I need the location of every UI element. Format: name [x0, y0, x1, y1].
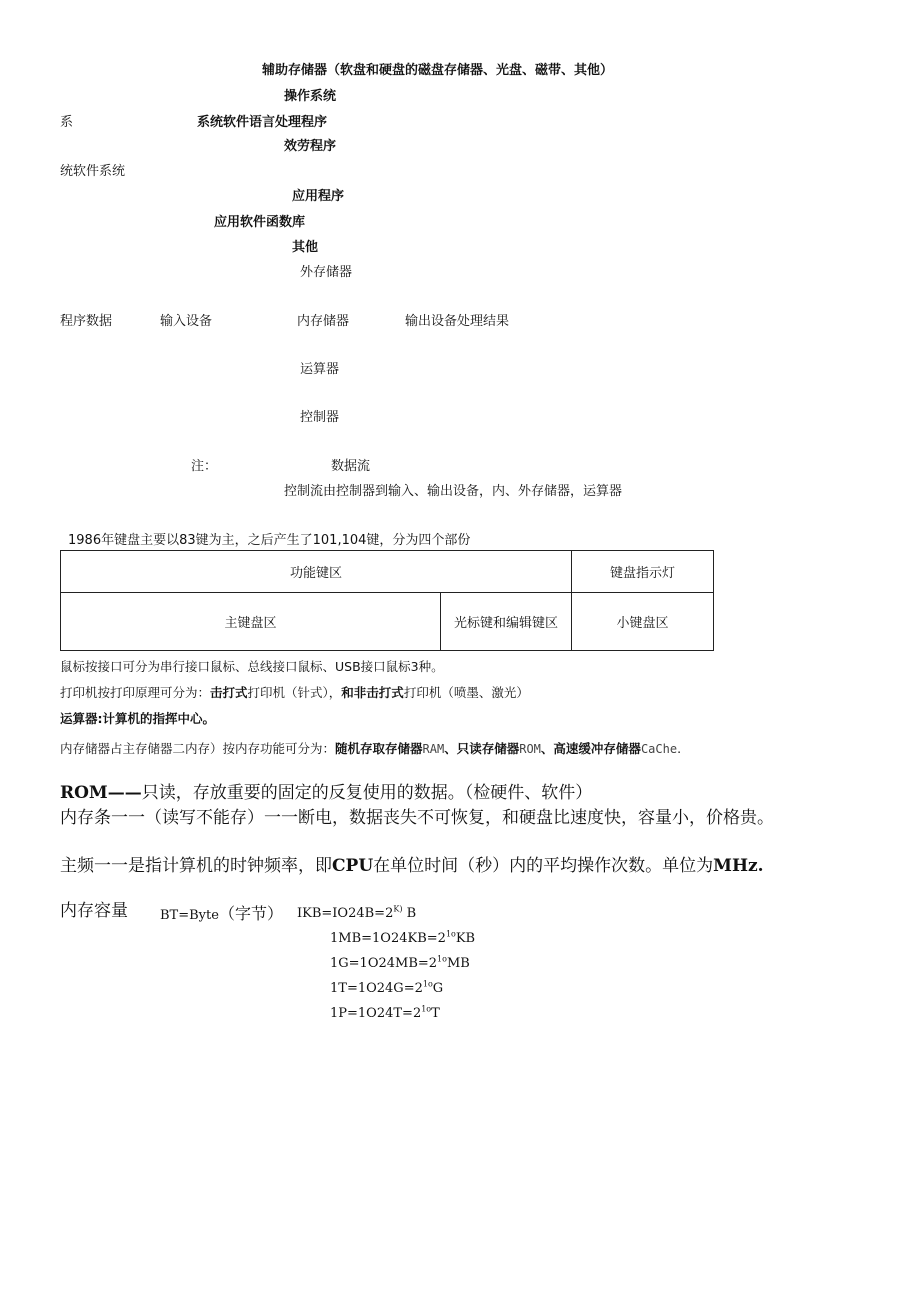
- mem-text-c: RAM: [422, 742, 445, 756]
- mb-sup: 1o: [445, 929, 456, 939]
- rom-line: [60, 783, 592, 803]
- t-unit: G: [432, 981, 444, 996]
- app-software-lib-label: 应用软件函数库: [214, 215, 306, 230]
- capacity-label: 内存容量: [60, 901, 128, 921]
- aux-storage-line: 辅助存储器（软盘和硬盘的磁盘存储器、光盘、磁带、其他）: [262, 63, 614, 78]
- ram-line: 内存条一一（读写不能存）一一断电，数据丧失不可恢复，和硬盘比速度快，容量小，价格贵。: [60, 808, 774, 828]
- printer-text-b: 击打式: [210, 685, 248, 700]
- mouse-note: 鼠标按接口可分为串行接口鼠标、总线接口鼠标、USB接口鼠标3种。: [60, 659, 444, 674]
- rom-label: ROM——: [60, 783, 142, 803]
- indicator-label: 键盘指示灯: [609, 566, 675, 581]
- p-text: 1P=1O24T=2: [330, 1006, 422, 1021]
- byte-def: [160, 904, 283, 924]
- mem-text-h: .: [677, 741, 682, 756]
- data-flow-label: 数据流: [331, 459, 371, 474]
- small-keyboard-label: 小键盘区: [616, 616, 669, 631]
- mb-text: 1MB=1O24KB=2: [330, 931, 446, 946]
- program-data-label: 程序数据: [60, 314, 113, 329]
- p-unit: T: [431, 1006, 440, 1021]
- g-def: [330, 956, 470, 972]
- mem-text-f: 、高速缓冲存储器: [540, 741, 641, 756]
- printer-text-c: 打印机（针式），: [247, 685, 342, 700]
- mb-unit: KB: [455, 931, 476, 946]
- t-sup: 1o: [422, 979, 433, 989]
- output-result-label: 输出设备处理结果: [405, 314, 510, 329]
- other-label: 其他: [292, 240, 319, 255]
- printer-text-e: 打印机（喷墨、激光）: [403, 685, 529, 700]
- mem-storage-label: 内存储器: [297, 314, 350, 329]
- service-program-label: 效劳程序: [284, 139, 337, 154]
- byte-def-a: BT=Byte: [160, 908, 219, 923]
- mem-text-g: CaChe: [640, 742, 678, 756]
- small-keyboard-cell: [571, 592, 714, 651]
- g-unit: MB: [446, 956, 470, 971]
- main-keyboard-cell: [60, 592, 441, 651]
- kb-unit: B: [406, 906, 417, 921]
- app-program-label: 应用程序: [292, 189, 345, 204]
- left-xi-label: 系: [60, 115, 74, 130]
- g-sup: 1o: [437, 954, 447, 964]
- rom-text: 只读，存放重要的固定的反复使用的数据。（检硬件、软件）: [141, 783, 593, 803]
- cursor-edit-cell: [440, 592, 572, 651]
- g-text: 1G=1O24MB=2: [330, 956, 438, 971]
- control-flow-label: 控制流由控制器到输入、输出设备，内、外存储器，运算器: [284, 484, 623, 499]
- freq-text-b: CPU: [332, 856, 374, 876]
- kb-text: IKB=IO24B=2: [297, 906, 394, 921]
- main-keyboard-label: 主键盘区: [224, 616, 277, 631]
- freq-text-d: MHz.: [713, 856, 764, 876]
- controller-label: 控制器: [300, 410, 340, 425]
- os-label: 操作系统: [284, 89, 337, 104]
- mem-text-e: ROM: [519, 742, 541, 756]
- byte-def-b: （字节）: [218, 904, 283, 923]
- function-key-label: 功能键区: [289, 566, 342, 581]
- printer-text-d: 和非击打式: [341, 685, 404, 700]
- input-device-label: 输入设备: [160, 314, 213, 329]
- frequency-line: [60, 856, 764, 876]
- indicator-cell: [571, 550, 714, 593]
- mem-text-b: 随机存取存储器: [335, 741, 423, 756]
- t-def: [330, 981, 443, 997]
- freq-text-a: 主频一一是指计算机的时钟频率，即: [60, 856, 332, 876]
- mem-text-d: 、只读存储器: [444, 741, 520, 756]
- ext-storage-label: 外存储器: [300, 265, 353, 280]
- left-tong-label: 统软件系统: [60, 164, 126, 179]
- mb-def: [330, 931, 475, 947]
- note-label: 注：: [191, 459, 218, 474]
- printer-note: [60, 685, 529, 700]
- keyboard-intro: 1986年键盘主要以83键为主，之后产生了101,104键，分为四个部份: [68, 533, 471, 548]
- sys-software-lang-label: 系统软件语言处理程序: [197, 115, 328, 130]
- memory-note: [60, 741, 681, 756]
- mem-text-a: 内存储器占主存储器二内存）按内存功能可分为：: [60, 741, 336, 756]
- alu-note: 运算器:计算机的指挥中心。: [60, 711, 215, 726]
- t-text: 1T=1O24G=2: [330, 981, 423, 996]
- kb-sup: K): [393, 904, 403, 914]
- printer-text-a: 打印机按打印原理可分为：: [60, 685, 211, 700]
- p-def: [330, 1006, 440, 1022]
- kb-def: [297, 906, 416, 922]
- alu-label: 运算器: [300, 362, 340, 377]
- freq-text-c: 在单位时间（秒）内的平均操作次数。单位为: [373, 856, 714, 876]
- p-sup: 1o: [421, 1004, 432, 1014]
- cursor-edit-label: 光标键和编辑键区: [453, 616, 558, 631]
- function-key-cell: [60, 550, 572, 593]
